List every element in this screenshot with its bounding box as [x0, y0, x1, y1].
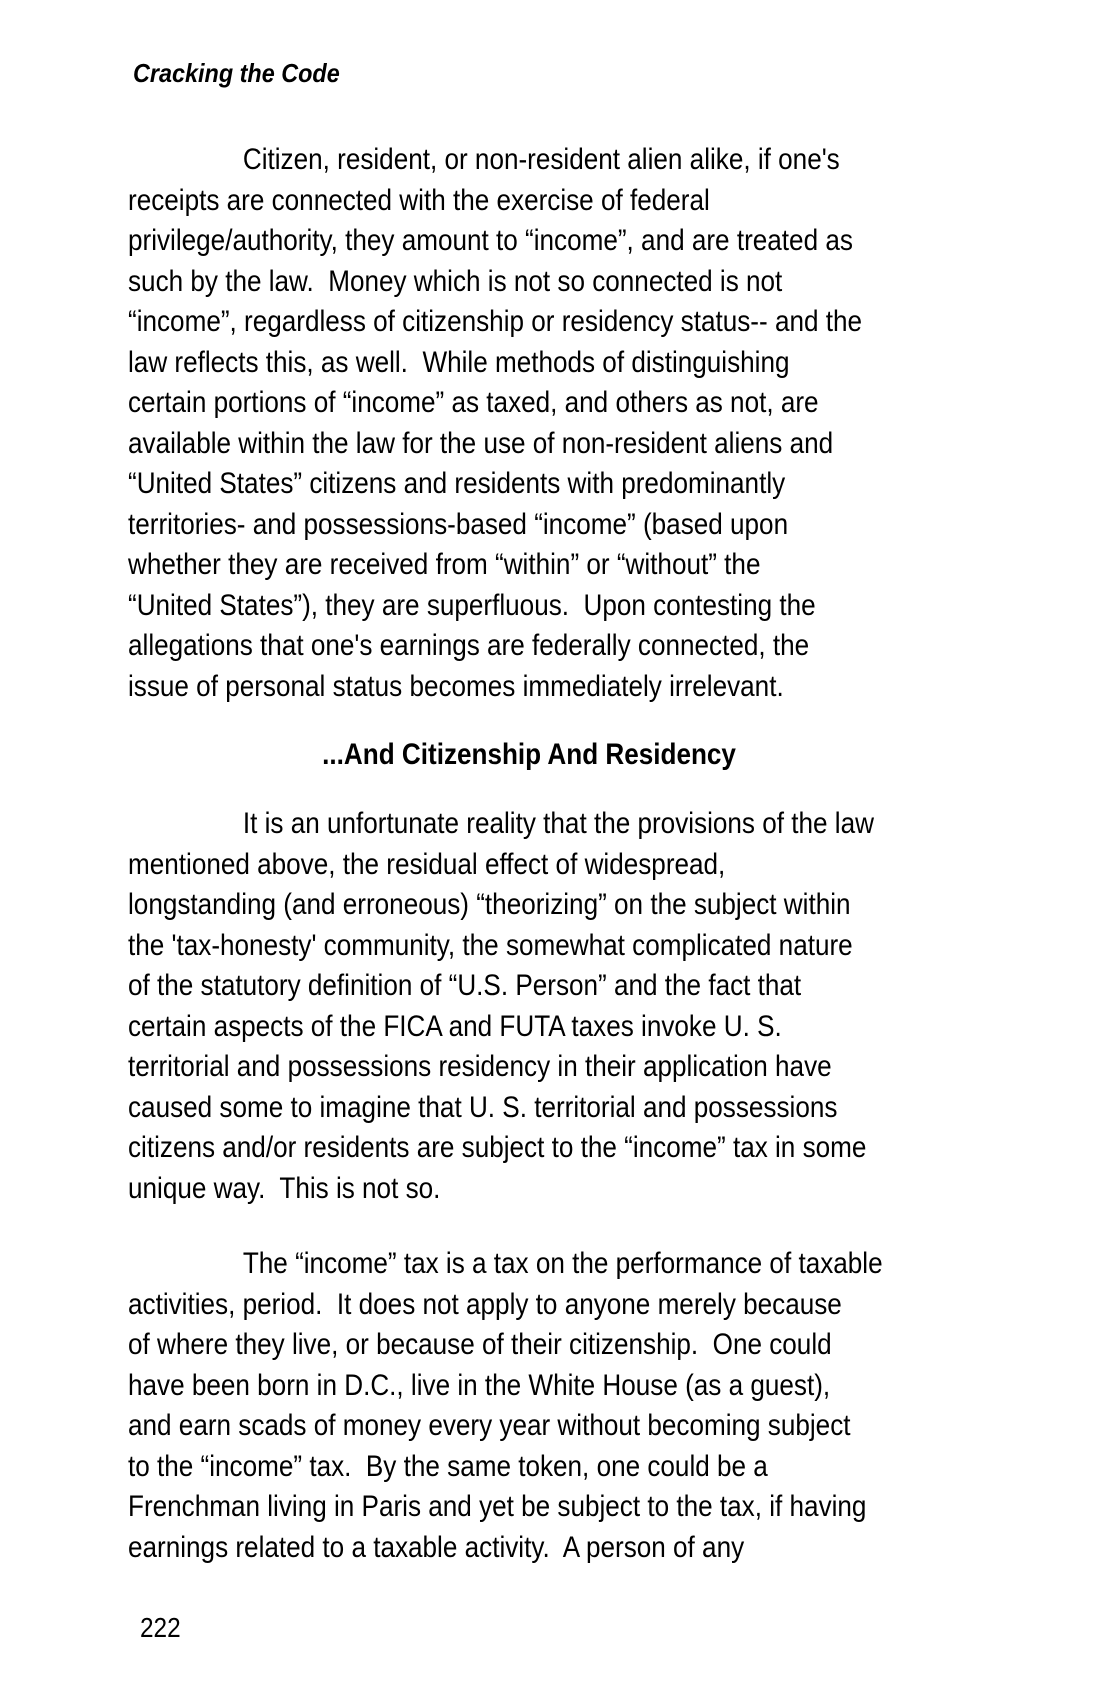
text-line: longstanding (and erroneous) “theorizing” on the subject within	[128, 888, 851, 921]
text-line: caused some to imagine that U. S. territorial and possessions	[128, 1090, 838, 1124]
text-line: “United States” citizens and residents with predominantly	[128, 467, 786, 500]
text-line: allegations that one's earnings are federally connected, the	[128, 629, 810, 662]
text-line: available within the law for the use of non-resident aliens and	[128, 426, 834, 460]
text-line: The “income” tax is a tax on the performance of taxable	[242, 1247, 883, 1280]
text-line: have been born in D.C., live in the White House (as a guest),	[128, 1368, 831, 1402]
paragraph-2	[128, 804, 930, 1209]
text-line: issue of personal status becomes immediately irrelevant.	[128, 669, 784, 703]
paragraph-1	[128, 140, 930, 707]
text-line: territorial and possessions residency in their application have	[128, 1050, 832, 1083]
text-line: of where they live, or because of their citizenship. One could	[128, 1328, 832, 1361]
text-line: certain portions of “income” as taxed, and others as not, are	[128, 386, 819, 419]
text-line: citizens and/or residents are subject to the “income” tax in some	[128, 1131, 867, 1164]
page-number: 222	[140, 1612, 181, 1643]
text-line: earnings related to a taxable activity. A person of any	[128, 1530, 745, 1564]
text-line: whether they are received from “within” or “without” the	[128, 548, 761, 581]
text-line: receipts are connected with the exercise of federal	[128, 183, 710, 217]
text-line: activities, period. It does not apply to anyone merely because	[128, 1287, 842, 1321]
text-line: “United States”), they are superfluous. Upon contesting the	[128, 588, 816, 622]
text-line: mentioned above, the residual effect of widespread,	[128, 847, 726, 881]
text-line: the 'tax-honesty' community, the somewhat complicated nature	[128, 928, 853, 962]
text-line: Frenchman living in Paris and yet be subject to the tax, if having	[128, 1490, 867, 1523]
text-line: to the “income” tax. By the same token, one could be a	[128, 1449, 768, 1483]
text-line: Citizen, resident, or non-resident alien alike, if one's	[242, 143, 840, 176]
section-heading: ...And Citizenship And Residency	[322, 738, 736, 771]
text-line: law reflects this, as well. While methods of distinguishing	[128, 345, 790, 379]
text-line: It is an unfortunate reality that the provisions of the law	[242, 807, 874, 840]
text-line: of the statutory definition of “U.S. Person” and the fact that	[128, 969, 802, 1002]
text-line: certain aspects of the FICA and FUTA taxes invoke U. S.	[128, 1009, 782, 1043]
text-line: privilege/authority, they amount to “income”, and are treated as	[128, 224, 853, 257]
paragraph-3	[128, 1244, 930, 1568]
text-line: “income”, regardless of citizenship or residency status-- and the	[128, 305, 863, 338]
text-line: and earn scads of money every year without becoming subject	[128, 1409, 851, 1442]
text-line: territories- and possessions-based “income” (based upon	[128, 507, 789, 541]
running-header: Cracking the Code	[133, 58, 340, 88]
text-line: such by the law. Money which is not so connected is not	[128, 264, 783, 298]
text-line: unique way. This is not so.	[128, 1171, 441, 1205]
